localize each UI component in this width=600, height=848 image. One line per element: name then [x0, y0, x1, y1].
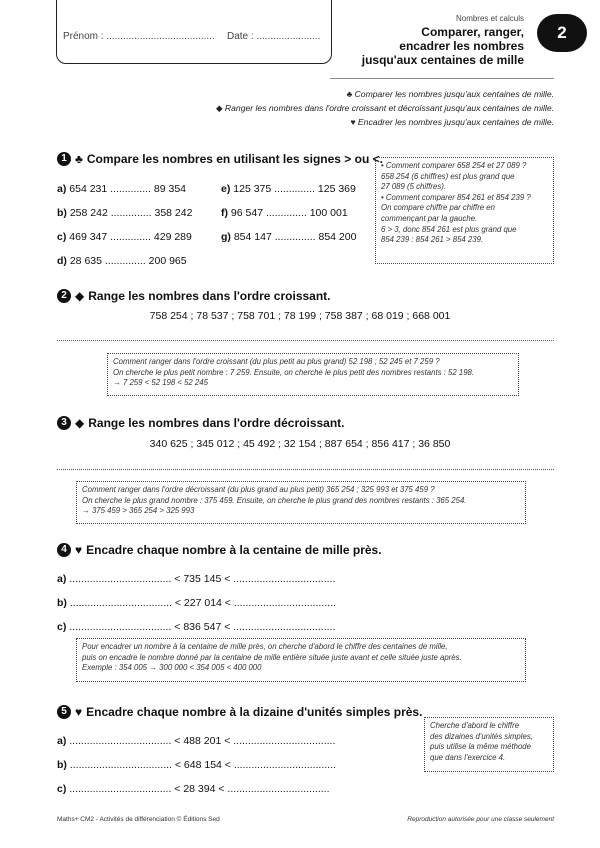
ex4-item-c[interactable]: c) ................................... < 836 547 < ...................................: [57, 621, 336, 633]
ex1-tip-box: • Comment comparer 658 254 et 27 089 ? 658 254 (6 chiffres) est plus grand que 27 089 (5 chiffres). • Comment comparer 854 261 et 854 239 ? On compare chiffre par chiffre en commençant par la gauche. 6 > 3, donc 854 261 est plus grand que 854 239 : 854 261 > 854 239.: [375, 157, 554, 264]
exercise-2-title: 2 ◆ Range les nombres dans l'ordre croissant.: [57, 289, 331, 303]
ex1-item-g[interactable]: g) 854 147 .............. 854 200: [221, 231, 357, 243]
ex2-number-list: 758 254 ; 78 537 ; 758 701 ; 78 199 ; 758 387 ; 68 019 ; 668 001: [149, 310, 451, 322]
exercise-number: 2: [57, 289, 71, 303]
objective-order: ◆ Ranger les nombres dans l'ordre croissant et décroissant jusqu'aux centaines de mille.: [215, 103, 554, 113]
exercise-4-title: 4 ♥ Encadre chaque nombre à la centaine de mille près.: [57, 543, 382, 557]
ex1-item-e[interactable]: e) 125 375 .............. 125 369: [221, 183, 356, 195]
heart-icon: ♥: [75, 543, 83, 557]
ex5-item-c[interactable]: c) ................................... < 28 394 < ...................................: [57, 783, 330, 795]
ex3-answer-line[interactable]: [57, 469, 554, 470]
header-divider: [330, 78, 554, 79]
club-icon: ♣: [75, 152, 83, 166]
ex5-item-a[interactable]: a) ................................... < 488 201 < ...................................: [57, 735, 336, 747]
ex4-item-b[interactable]: b) ................................... < 227 014 < ...................................: [57, 597, 336, 609]
ex1-item-c[interactable]: c) 469 347 .............. 429 289: [57, 231, 192, 243]
ex5-item-b[interactable]: b) ................................... < 648 154 < ...................................: [57, 759, 336, 771]
ex5-tip-box: Cherche d'abord le chiffre des dizaines d'unités simples, puis utilise la même méthode que dans l'exercice 4.: [424, 717, 554, 772]
ex2-tip-box: Comment ranger dans l'ordre croissant (du plus petit au plus grand) 52 198 ; 52 245 et 7 259 ? On cherche le plus petit nombre : 7 259. Ensuite, on cherche le plus petit des nombres restants : 52 198. → 7 259 < 52 198 < 52 245: [107, 353, 519, 396]
ex4-item-a[interactable]: a) ................................... < 735 145 < ...................................: [57, 573, 336, 585]
lesson-number-badge: 2: [537, 14, 587, 52]
exercise-number: 3: [57, 416, 71, 430]
diamond-icon: ◆: [75, 416, 85, 430]
ex1-item-f[interactable]: f) 96 547 .............. 100 001: [221, 207, 348, 219]
footer-reproduction: Reproduction autorisée pour une classe seulement: [407, 816, 554, 823]
objective-frame: ♥ Encadrer les nombres jusqu'aux centaines de mille.: [350, 117, 554, 127]
page-title: Comparer, ranger, encadrer les nombres jusqu'aux centaines de mille: [361, 25, 524, 67]
diamond-icon: ◆: [75, 289, 85, 303]
ex4-tip-box: Pour encadrer un nombre à la centaine de mille près, on cherche d'abord le chiffre des centaines de mille, puis on encadre le nombre donné par la centaine de mille entière située juste avant et celle située juste après. Exemple : 354 005 → 300 000 < 354 005 < 400 000: [76, 638, 526, 682]
exercise-3-title: 3 ◆ Range les nombres dans l'ordre décroissant.: [57, 416, 345, 430]
ex2-answer-line[interactable]: [57, 340, 554, 341]
objective-compare: ♣ Comparer les nombres jusqu'aux centaines de mille.: [346, 89, 554, 99]
prenom-field[interactable]: Prénom : .......................................: [63, 31, 215, 42]
footer-copyright: Maths+ CM2 - Activités de différenciation © Éditions Sed: [57, 816, 220, 823]
ex3-tip-box: Comment ranger dans l'ordre décroissant (du plus grand au plus petit) 365 254 ; 325 993 et 375 459 ? On cherche le plus grand nombre : 375 459. Ensuite, on cherche le plus grand des nombres restants : 365 254. → 375 459 > 365 254 > 325 993: [76, 481, 526, 524]
ex1-item-b[interactable]: b) 258 242 .............. 358 242: [57, 207, 193, 219]
heart-icon: ♥: [75, 705, 83, 719]
exercise-5-title: 5 ♥ Encadre chaque nombre à la dizaine d'unités simples près.: [57, 705, 422, 719]
exercise-number: 5: [57, 705, 71, 719]
exercise-number: 4: [57, 543, 71, 557]
exercise-number: 1: [57, 152, 71, 166]
name-date-box: [56, 0, 332, 64]
ex3-number-list: 340 625 ; 345 012 ; 45 492 ; 32 154 ; 887 654 ; 856 417 ; 36 850: [149, 438, 451, 450]
ex1-item-d[interactable]: d) 28 635 .............. 200 965: [57, 255, 187, 267]
subject-label: Nombres et calculs: [455, 14, 524, 23]
ex1-item-a[interactable]: a) 654 231 .............. 89 354: [57, 183, 187, 195]
date-field[interactable]: Date : .......................: [227, 31, 321, 42]
exercise-1-title: 1 ♣ Compare les nombres en utilisant les signes > ou <.: [57, 152, 383, 166]
